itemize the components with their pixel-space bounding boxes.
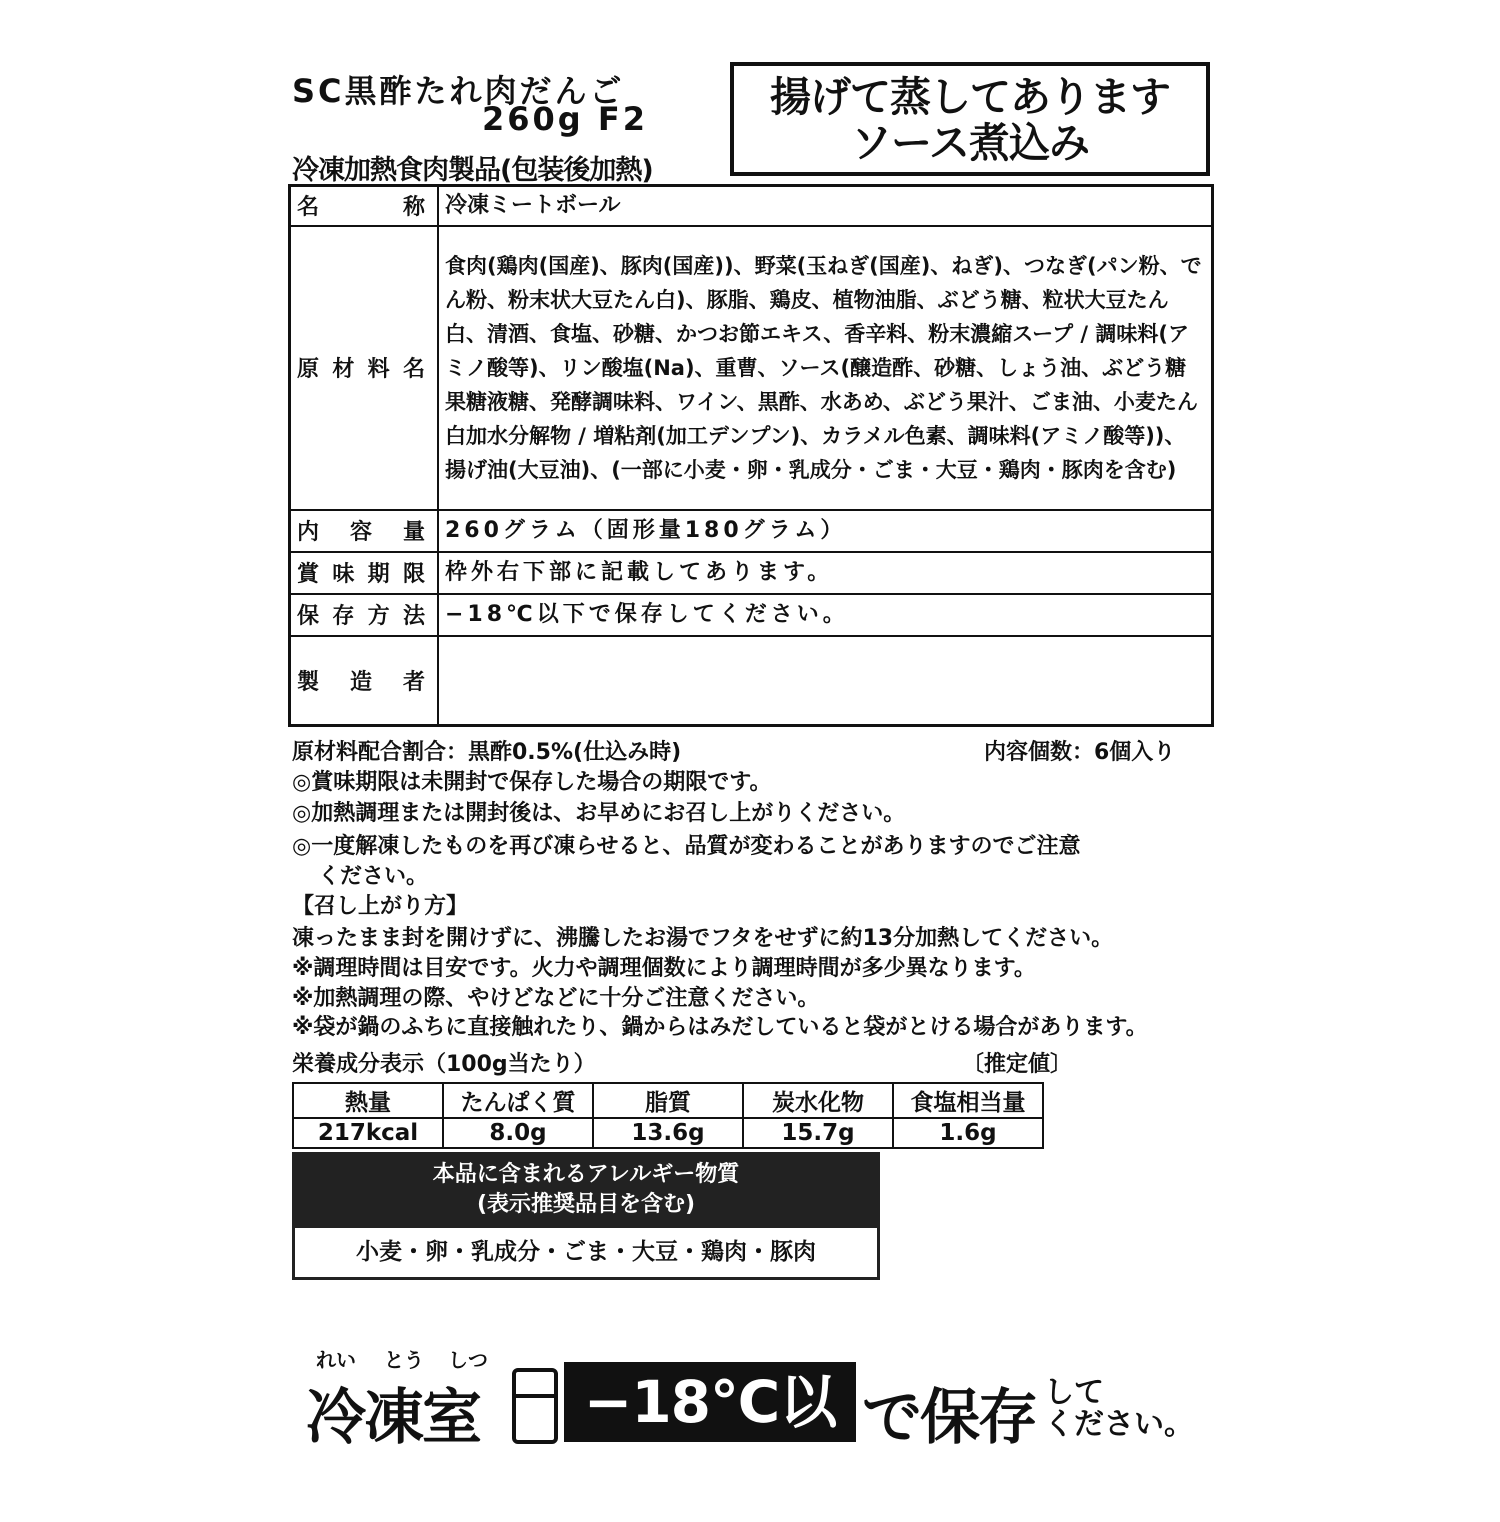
nutrition-value: 15.7g xyxy=(743,1118,893,1148)
note-2: ◎加熱調理または開封後は、お早めにお召し上がりください。 xyxy=(292,801,906,826)
furigana-shitsu: しつ xyxy=(448,1348,488,1372)
store-text: で保存 xyxy=(862,1383,1036,1453)
spec-table xyxy=(288,184,1214,727)
preparation-line-2: ソース煮込み xyxy=(851,119,1089,167)
ratio-note: 原材料配合割合：黒酢0.5%(仕込み時) xyxy=(292,740,682,765)
product-category: 冷凍加熱食肉製品(包装後加熱) xyxy=(292,155,653,186)
howto-line-2: ※調理時間は目安です。火力や調理個数により調理時間が多少異なります。 xyxy=(292,956,1036,981)
expiry-value: 枠外右下部に記載してあります。 xyxy=(438,552,1213,594)
nutrition-value: 8.0g xyxy=(443,1118,593,1148)
freezer-icon-divider xyxy=(516,1394,554,1398)
count-note: 内容個数：6個入り xyxy=(984,740,1176,765)
storage-label: 保存方法 xyxy=(290,594,439,636)
preparation-line-1: 揚げて蒸してあります xyxy=(770,73,1170,121)
howto-title: 【召し上がり方】 xyxy=(292,894,469,919)
storage-value: −18℃以下で保存してください。 xyxy=(438,594,1213,636)
ingredients-label: 原材料名 xyxy=(290,226,439,510)
preparation-box xyxy=(730,62,1210,176)
ingredients-value: 食肉(鶏肉(国産)、豚肉(国産))、野菜(玉ねぎ(国産)、ねぎ)、つなぎ(パン粉、でん粉、粉末状大豆たん白)、豚脂、鶏皮、植物油脂、ぶどう糖、粒状大豆たん白、清酒、食塩、砂糖、かつお節エキス、香辛料、粉末濃縮スープ / 調味料(アミノ酸等)、リン酸塩(Na)、重曹、ソース(醸造酢、砂糖、しょう油、ぶどう糖果糖液糖、発酵調味料、ワイン、黒酢、水あめ、ぶどう果汁、ごま油、小麦たん白加水分解物 / 増粘剤(加工デンプン)、カラメル色素、調味料(アミノ酸等))、揚げ油(大豆油)、(一部に小麦・卵・乳成分・ごま・大豆・鶏肉・豚肉を含む) xyxy=(438,226,1213,510)
howto-line-1: 凍ったまま封を開けずに、沸騰したお湯でフタをせずに約13分加熱してください。 xyxy=(292,926,1114,951)
note-3: ◎一度解凍したものを再び凍らせると、品質が変わることがありますのでご注意 xyxy=(292,834,1081,859)
furigana-tou: とう xyxy=(384,1348,424,1372)
freezer-icon xyxy=(512,1368,558,1444)
temperature-box: −18℃以下 xyxy=(564,1362,856,1442)
suffix-shite: して xyxy=(1044,1375,1104,1410)
freezer-text: 冷凍室 xyxy=(306,1383,480,1453)
nutrition-header: 熱量 xyxy=(293,1083,443,1118)
allergy-header-line-1: 本品に含まれるアレルギー物質 xyxy=(432,1162,740,1187)
expiry-label: 賞味期限 xyxy=(290,552,439,594)
suffix-kudasai: ください。 xyxy=(1044,1407,1194,1442)
name-label: 名 称 xyxy=(290,186,439,226)
nutrition-header: 脂質 xyxy=(593,1083,743,1118)
allergy-items: 小麦・卵・乳成分・ごま・大豆・鶏肉・豚肉 xyxy=(292,1228,880,1280)
nutrition-header: たんぱく質 xyxy=(443,1083,593,1118)
product-name: SC黒酢たれ肉だんご xyxy=(292,72,625,110)
howto-line-4: ※袋が鍋のふちに直接触れたり、鍋からはみだしていると袋がとける場合があります。 xyxy=(292,1015,1148,1040)
note-1: ◎賞味期限は未開封で保存した場合の期限です。 xyxy=(292,770,772,795)
nutrition-table xyxy=(292,1082,1044,1149)
furigana-rei: れい xyxy=(316,1348,356,1372)
name-value: 冷凍ミートボール xyxy=(438,186,1213,226)
nutrition-header: 食塩相当量 xyxy=(893,1083,1043,1118)
maker-label: 製 造 者 xyxy=(290,636,439,726)
nutrition-value: 13.6g xyxy=(593,1118,743,1148)
maker-value xyxy=(438,636,1213,726)
content-value: 260グラム（固形量180グラム） xyxy=(438,510,1213,552)
content-label: 内 容 量 xyxy=(290,510,439,552)
howto-line-3: ※加熱調理の際、やけどなどに十分ご注意ください。 xyxy=(292,986,820,1011)
nutrition-estimate: 〔推定値〕 xyxy=(962,1052,1073,1077)
nutrition-header: 炭水化物 xyxy=(743,1083,893,1118)
note-3-cont: ください。 xyxy=(318,864,429,889)
nutrition-value: 1.6g xyxy=(893,1118,1043,1148)
nutrition-value: 217kcal xyxy=(293,1118,443,1148)
product-weight: 260g F2 xyxy=(482,100,648,138)
allergy-header xyxy=(292,1152,880,1228)
allergy-header-line-2: (表示推奨品目を含む) xyxy=(476,1192,696,1217)
nutrition-title: 栄養成分表示（100g当たり） xyxy=(292,1052,596,1077)
